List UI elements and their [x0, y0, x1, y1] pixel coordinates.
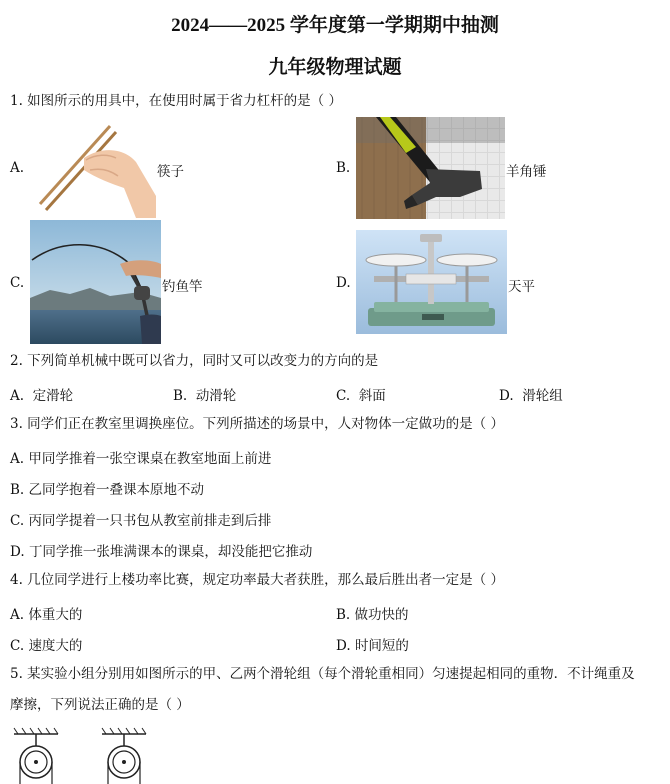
q1-option-b-letter: B.: [336, 160, 351, 176]
q4-option-a-text: 体重大的: [28, 607, 83, 623]
q4-option-c-text: 速度大的: [28, 638, 83, 654]
exam-title: 2024——2025 学年度第一学期期中抽测: [171, 15, 499, 36]
q3-option-b: [10, 478, 204, 498]
q3-option-c-text: 丙同学提着一只书包从教室前排走到后排: [28, 513, 272, 529]
q3-option-a-letter: A.: [10, 451, 25, 467]
q4-option-d-letter: D.: [336, 638, 351, 654]
question-3-stem: 3. 同学们正在教室里调换座位。下列所描述的场景中，人对物体一定做功的是（ ）: [10, 416, 504, 432]
q1-option-c-label: 钓鱼竿: [162, 279, 203, 295]
q2-option-d-letter: D.: [499, 388, 514, 404]
q1-option-c-letter: C.: [10, 275, 25, 291]
q3-option-b-letter: B.: [10, 482, 25, 498]
question-5-stem-line2: 摩擦，下列说法正确的是（ ）: [10, 697, 190, 713]
balance-scale-image: [356, 230, 507, 334]
q3-option-d: [10, 540, 312, 560]
q3-option-a-text: 甲同学推着一张空课桌在教室地面上前进: [28, 451, 272, 467]
q3-option-b-text: 乙同学抱着一叠课本原地不动: [28, 482, 205, 498]
question-2-stem: 2. 下列简单机械中既可以省力，同时又可以改变力的方向的是: [10, 353, 379, 369]
q2-option-c-text: 斜面: [358, 388, 386, 404]
q2-option-c: [336, 384, 386, 404]
q3-option-c: [10, 509, 271, 529]
q1-option-a-label: 筷子: [157, 164, 184, 180]
q1-option-b-label: 羊角锤: [506, 164, 547, 180]
chopsticks-image: [32, 118, 156, 218]
q4-option-c: [10, 634, 82, 654]
q3-option-a: [10, 447, 271, 467]
q1-option-a-letter: A.: [10, 160, 25, 176]
q4-option-c-letter: C.: [10, 638, 25, 654]
q1-option-d-letter: D.: [336, 275, 351, 291]
q4-option-b: [336, 603, 409, 623]
q4-option-b-letter: B.: [336, 607, 351, 623]
q4-option-d: [336, 634, 409, 654]
q2-option-a-text: 定滑轮: [32, 388, 74, 404]
question-5-stem-line1: 5. 某实验小组分别用如图所示的甲、乙两个滑轮组（每个滑轮重相同）匀速提起相同的重物．不计绳重及: [10, 666, 635, 682]
q4-option-b-text: 做功快的: [354, 607, 409, 623]
exam-subtitle: 九年级物理试题: [268, 57, 402, 78]
q2-option-d: [499, 384, 563, 404]
question-1-stem: 1. 如图所示的用具中，在使用时属于省力杠杆的是（ ）: [10, 93, 342, 109]
q4-option-d-text: 时间短的: [354, 638, 409, 654]
q3-option-d-text: 丁同学推一张堆满课本的课桌，却没能把它推动: [28, 544, 313, 560]
q4-option-a-letter: A.: [10, 607, 25, 623]
q3-option-d-letter: D.: [10, 544, 25, 560]
fishing-rod-image: [30, 220, 161, 344]
q2-option-b-text: 动滑轮: [195, 388, 237, 404]
question-4-stem: 4. 几位同学进行上楼功率比赛，规定功率最大者获胜，那么最后胜出者一定是（ ）: [10, 572, 504, 588]
q4-option-a: [10, 603, 82, 623]
q2-option-a-letter: A.: [10, 388, 25, 404]
q3-option-c-letter: C.: [10, 513, 25, 529]
q1-option-d-label: 天平: [508, 279, 535, 295]
pulley-systems-figure: [10, 726, 160, 784]
q2-option-a: [10, 384, 73, 404]
q2-option-b: [173, 384, 236, 404]
q2-option-b-letter: B.: [173, 388, 188, 404]
q2-option-c-letter: C.: [336, 388, 351, 404]
claw-hammer-image: [356, 117, 505, 219]
q2-option-d-text: 滑轮组: [522, 388, 563, 404]
